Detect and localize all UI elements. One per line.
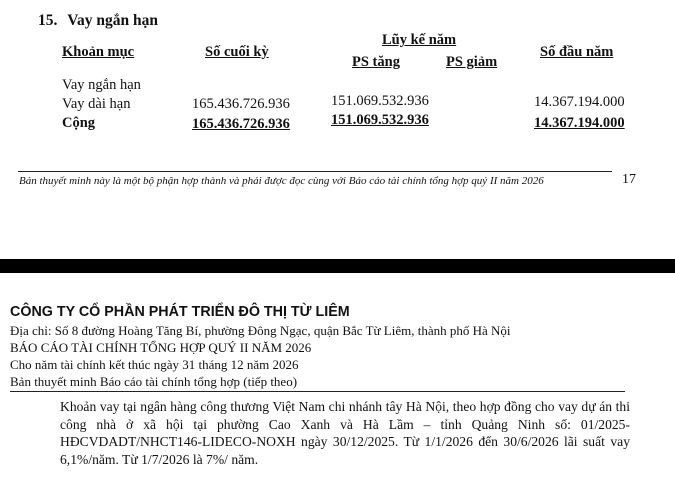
report-title: BÁO CÁO TÀI CHÍNH TỔNG HỢP QUÝ II NĂM 2026: [10, 340, 312, 355]
header-rule: [10, 391, 625, 392]
section-number: 15.: [38, 12, 58, 29]
total-opening: 14.367.194.000: [534, 115, 625, 131]
page-number: 17: [622, 172, 636, 187]
header-decrease: PS giảm: [446, 54, 498, 70]
section-title-text: Vay ngắn hạn: [67, 12, 159, 29]
row-label-long-term: Vay dài hạn: [62, 96, 131, 112]
notes-title: Bản thuyết minh Báo cáo tài chính tổng hợp (tiếp theo): [10, 374, 298, 389]
total-label: Cộng: [62, 115, 96, 131]
total-closing: 165.436.726.936: [192, 116, 290, 132]
section-title: [38, 12, 158, 30]
page-separator: [0, 259, 675, 273]
total-increase: 151.069.532.936: [331, 112, 429, 128]
header-increase: PS tăng: [352, 54, 400, 70]
footer-rule: [18, 171, 612, 172]
row-long-term-closing: 165.436.726.936: [192, 96, 290, 112]
row-label-short-term: Vay ngắn hạn: [62, 77, 141, 93]
header-item: Khoản mục: [62, 44, 135, 60]
header-closing: Số cuối kỳ: [205, 44, 269, 60]
company-name: CÔNG TY CỔ PHẦN PHÁT TRIỂN ĐÔ THỊ TỪ LIÊM: [10, 304, 350, 320]
company-address: Địa chỉ: Số 8 đường Hoàng Tăng Bí, phường Đông Ngạc, quận Bắc Từ Liêm, thành phố Hà Nội: [10, 323, 511, 338]
row-long-term-increase: 151.069.532.936: [331, 93, 429, 109]
header-accum: Lũy kế năm: [382, 32, 457, 48]
row-long-term-opening: 14.367.194.000: [534, 94, 625, 110]
footer-note: Bản thuyết minh này là một bộ phận hợp thành và phải được đọc cùng với Báo cáo tài chính tổng hợp quý II năm 2026: [19, 175, 544, 187]
loan-description: Khoản vay tại ngân hàng công thương Việt Nam chi nhánh tây Hà Nội, theo hợp đồng cho vay dự án thi công nhà ở xã hội tại phường Cao Xanh và Hà Lầm – tỉnh Quảng Ninh số: 01/2025-HĐCVDADT/NHCT146-LIDECO-NOXH ngày 30/12/2025. Từ 1/1/2026 đến 30/6/2026 lãi suất vay 6,1%/năm. Từ 1/7/2026 là 7%/ năm.: [60, 399, 630, 467]
header-opening: Số đầu năm: [540, 44, 614, 60]
report-period: Cho năm tài chính kết thúc ngày 31 tháng 12 năm 2026: [10, 357, 299, 372]
